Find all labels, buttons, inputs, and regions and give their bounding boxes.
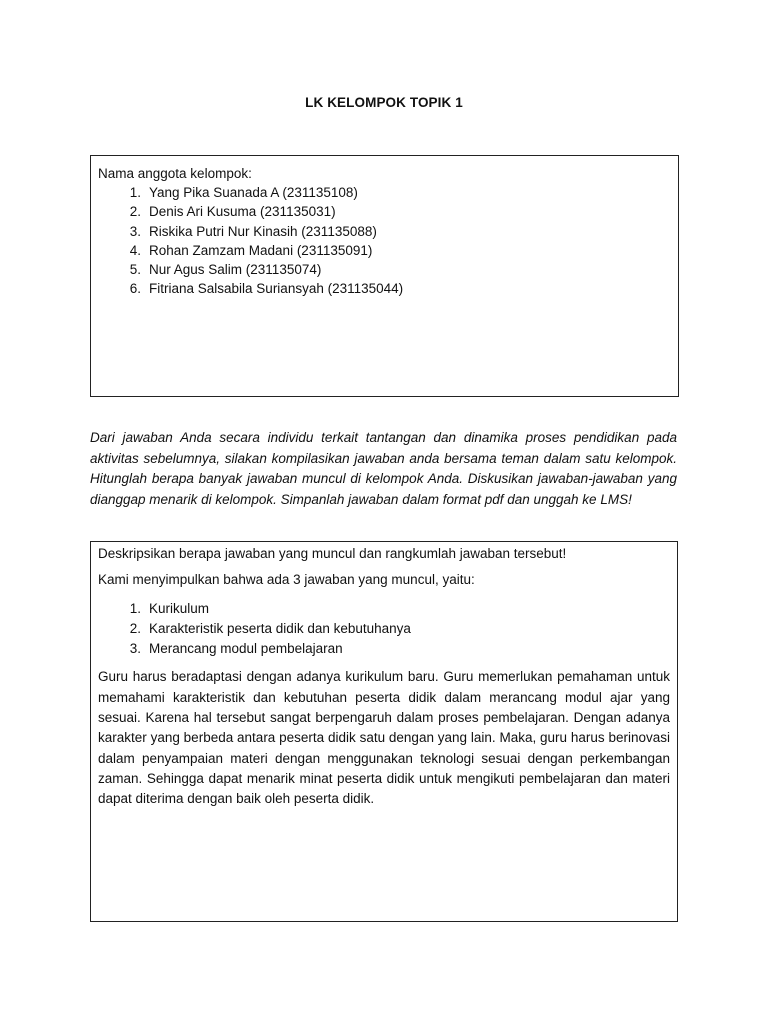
answer-intro: Kami menyimpulkan bahwa ada 3 jawaban yang muncul, yaitu: (98, 572, 475, 588)
member-name: Fitriana Salsabila Suriansyah (231135044) (149, 281, 404, 297)
members-list (98, 183, 671, 298)
members-heading: Nama anggota kelompok: (98, 166, 252, 181)
member-number: 1. (129, 185, 141, 201)
member-item (98, 260, 671, 279)
member-number: 6. (129, 281, 141, 297)
answer-item (98, 619, 670, 639)
page-title: LK KELOMPOK TOPIK 1 (305, 95, 463, 110)
answer-number: 3. (129, 641, 141, 657)
member-number: 3. (129, 223, 141, 239)
answer-body: Guru harus beradaptasi dengan adanya kurikulum baru. Guru memerlukan pemahaman untuk memahami karakteristik dan kebutuhan peserta didik dalam merancang modul ajar yang sesuai. Karena hal tersebut sangat berpengaruh dalam proses pembelajaran. Dengan adanya karakter yang berbeda antara peserta didik satu dengan yang lain. Maka, guru harus berinovasi dalam penyampaian materi dengan menggunakan teknologi sesuai dengan perkembangan zaman. Sehingga dapat menarik minat peserta didik untuk mengikuti pembelajaran dan materi dapat diterima dengan baik oleh peserta didik. (98, 669, 670, 807)
answer-prompt: Deskripsikan berapa jawaban yang muncul dan rangkumlah jawaban tersebut! (98, 546, 567, 561)
member-item (98, 241, 671, 260)
member-item (98, 202, 671, 221)
member-item (98, 183, 671, 202)
member-name: Yang Pika Suanada A (231135108) (149, 185, 358, 201)
member-name: Rohan Zamzam Madani (231135091) (149, 242, 373, 258)
answer-item (98, 639, 670, 659)
answer-item-text: Karakteristik peserta didik dan kebutuhanya (149, 620, 411, 636)
answer-item-text: Kurikulum (149, 600, 210, 616)
answer-number: 1. (129, 600, 141, 616)
member-item (98, 222, 671, 241)
answer-item (98, 599, 670, 619)
member-name: Denis Ari Kusuma (231135031) (149, 204, 336, 220)
member-number: 5. (129, 262, 141, 278)
members-box (90, 155, 679, 397)
answer-list (98, 599, 670, 660)
member-name: Riskika Putri Nur Kinasih (231135088) (149, 223, 377, 239)
member-number: 4. (129, 242, 141, 258)
instructions-paragraph: Dari jawaban Anda secara individu terkait tantangan dan dinamika proses pendidikan pada aktivitas sebelumnya, silakan kompilasikan jawaban anda bersama teman dalam satu kelompok. Hitunglah berapa banyak jawaban muncul di kelompok Anda. Diskusikan jawaban-jawaban yang dianggap menarik di kelompok. Simpanlah jawaban dalam format pdf dan unggah ke LMS! (90, 430, 677, 507)
answer-number: 2. (129, 620, 141, 636)
answer-box (90, 541, 678, 922)
member-name: Nur Agus Salim (231135074) (149, 262, 322, 278)
member-item (98, 279, 671, 298)
member-number: 2. (129, 204, 141, 220)
answer-item-text: Merancang modul pembelajaran (149, 641, 343, 657)
